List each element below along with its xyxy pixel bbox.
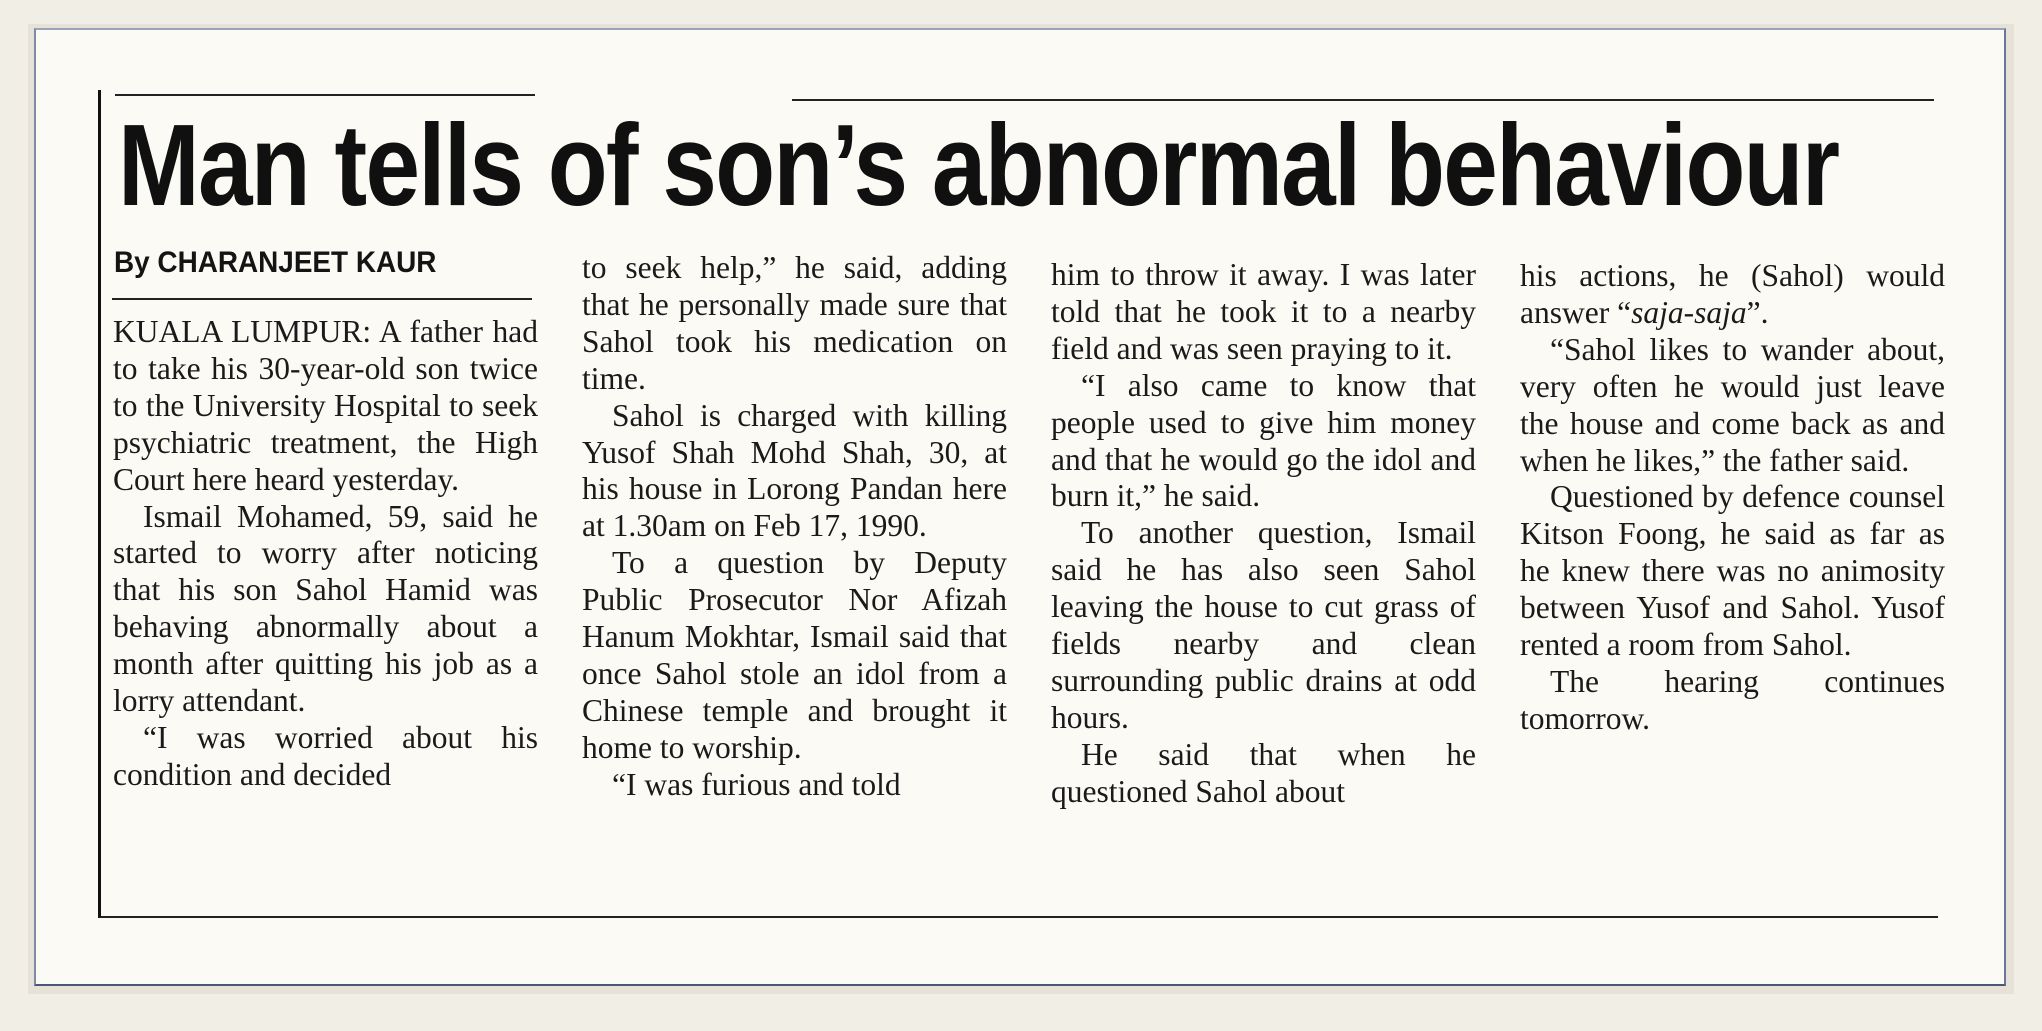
article-column-2 <box>582 250 1007 804</box>
top-rule <box>115 94 535 96</box>
paragraph: To a question by Deputy Public Prosecutor Nor Afizah Hanum Mokhtar, Ismail said that once Sahol stole an idol from a Chinese temple and brought it home to worship. <box>582 545 1007 765</box>
italic-phrase: saja-saja <box>1631 294 1747 330</box>
paragraph: Sahol is charged with killing Yusof Shah Mohd Shah, 30, at his house in Lorong Pandan here at 1.30am on Feb 17, 1990. <box>582 397 1007 544</box>
paragraph: He said that when he questioned Sahol about <box>1051 736 1476 809</box>
paragraph: “I was furious and told <box>612 766 901 802</box>
paragraph: him to throw it away. I was later told that he took it to a nearby field and was seen praying to it. <box>1051 257 1476 366</box>
paragraph: to seek help,” he said, adding that he personally made sure that Sahol took his medication on time. <box>582 250 1007 396</box>
article-column-4 <box>1520 258 1945 738</box>
article-column-1 <box>113 314 538 794</box>
byline: By CHARANJEET KAUR <box>114 246 437 279</box>
paragraph: Questioned by defence counsel Kitson Foong, he said as far as he knew there was no animosity between Yusof and Sahol. Yusof rented a room from Sahol. <box>1520 479 1945 663</box>
article-column-3 <box>1051 257 1476 811</box>
paragraph: KUALA LUMPUR: A father had to take his 30-year-old son twice to the University Hospital to seek psychiatric treatment, the High Court here heard yesterday. <box>113 314 538 497</box>
headline: Man tells of son’s abnormal behaviour <box>118 100 1839 230</box>
paragraph: The hearing continues tomorrow. <box>1520 663 1945 736</box>
paragraph: Ismail Mohamed, 59, said he started to worry after noticing that his son Sahol Hamid was behaving abnormally about a month after quitting his job as a lorry attendant. <box>113 498 538 719</box>
paragraph: “Sahol likes to wander about, very often he would just leave the house and come back as and when he likes,” the father said. <box>1520 331 1945 478</box>
paragraph: To another question, Ismail said he has also seen Sahol leaving the house to cut grass of fields nearby and clean surrounding public drains at odd hours. <box>1051 515 1476 735</box>
byline-rule <box>112 298 532 300</box>
paragraph: his actions, he (Sahol) would answer “saja-saja”. <box>1520 258 1945 330</box>
paragraph: “I also came to know that people used to give him money and that he would go the idol and burn it,” he said. <box>1051 367 1476 514</box>
paragraph: “I was worried about his condition and decided <box>113 719 538 792</box>
